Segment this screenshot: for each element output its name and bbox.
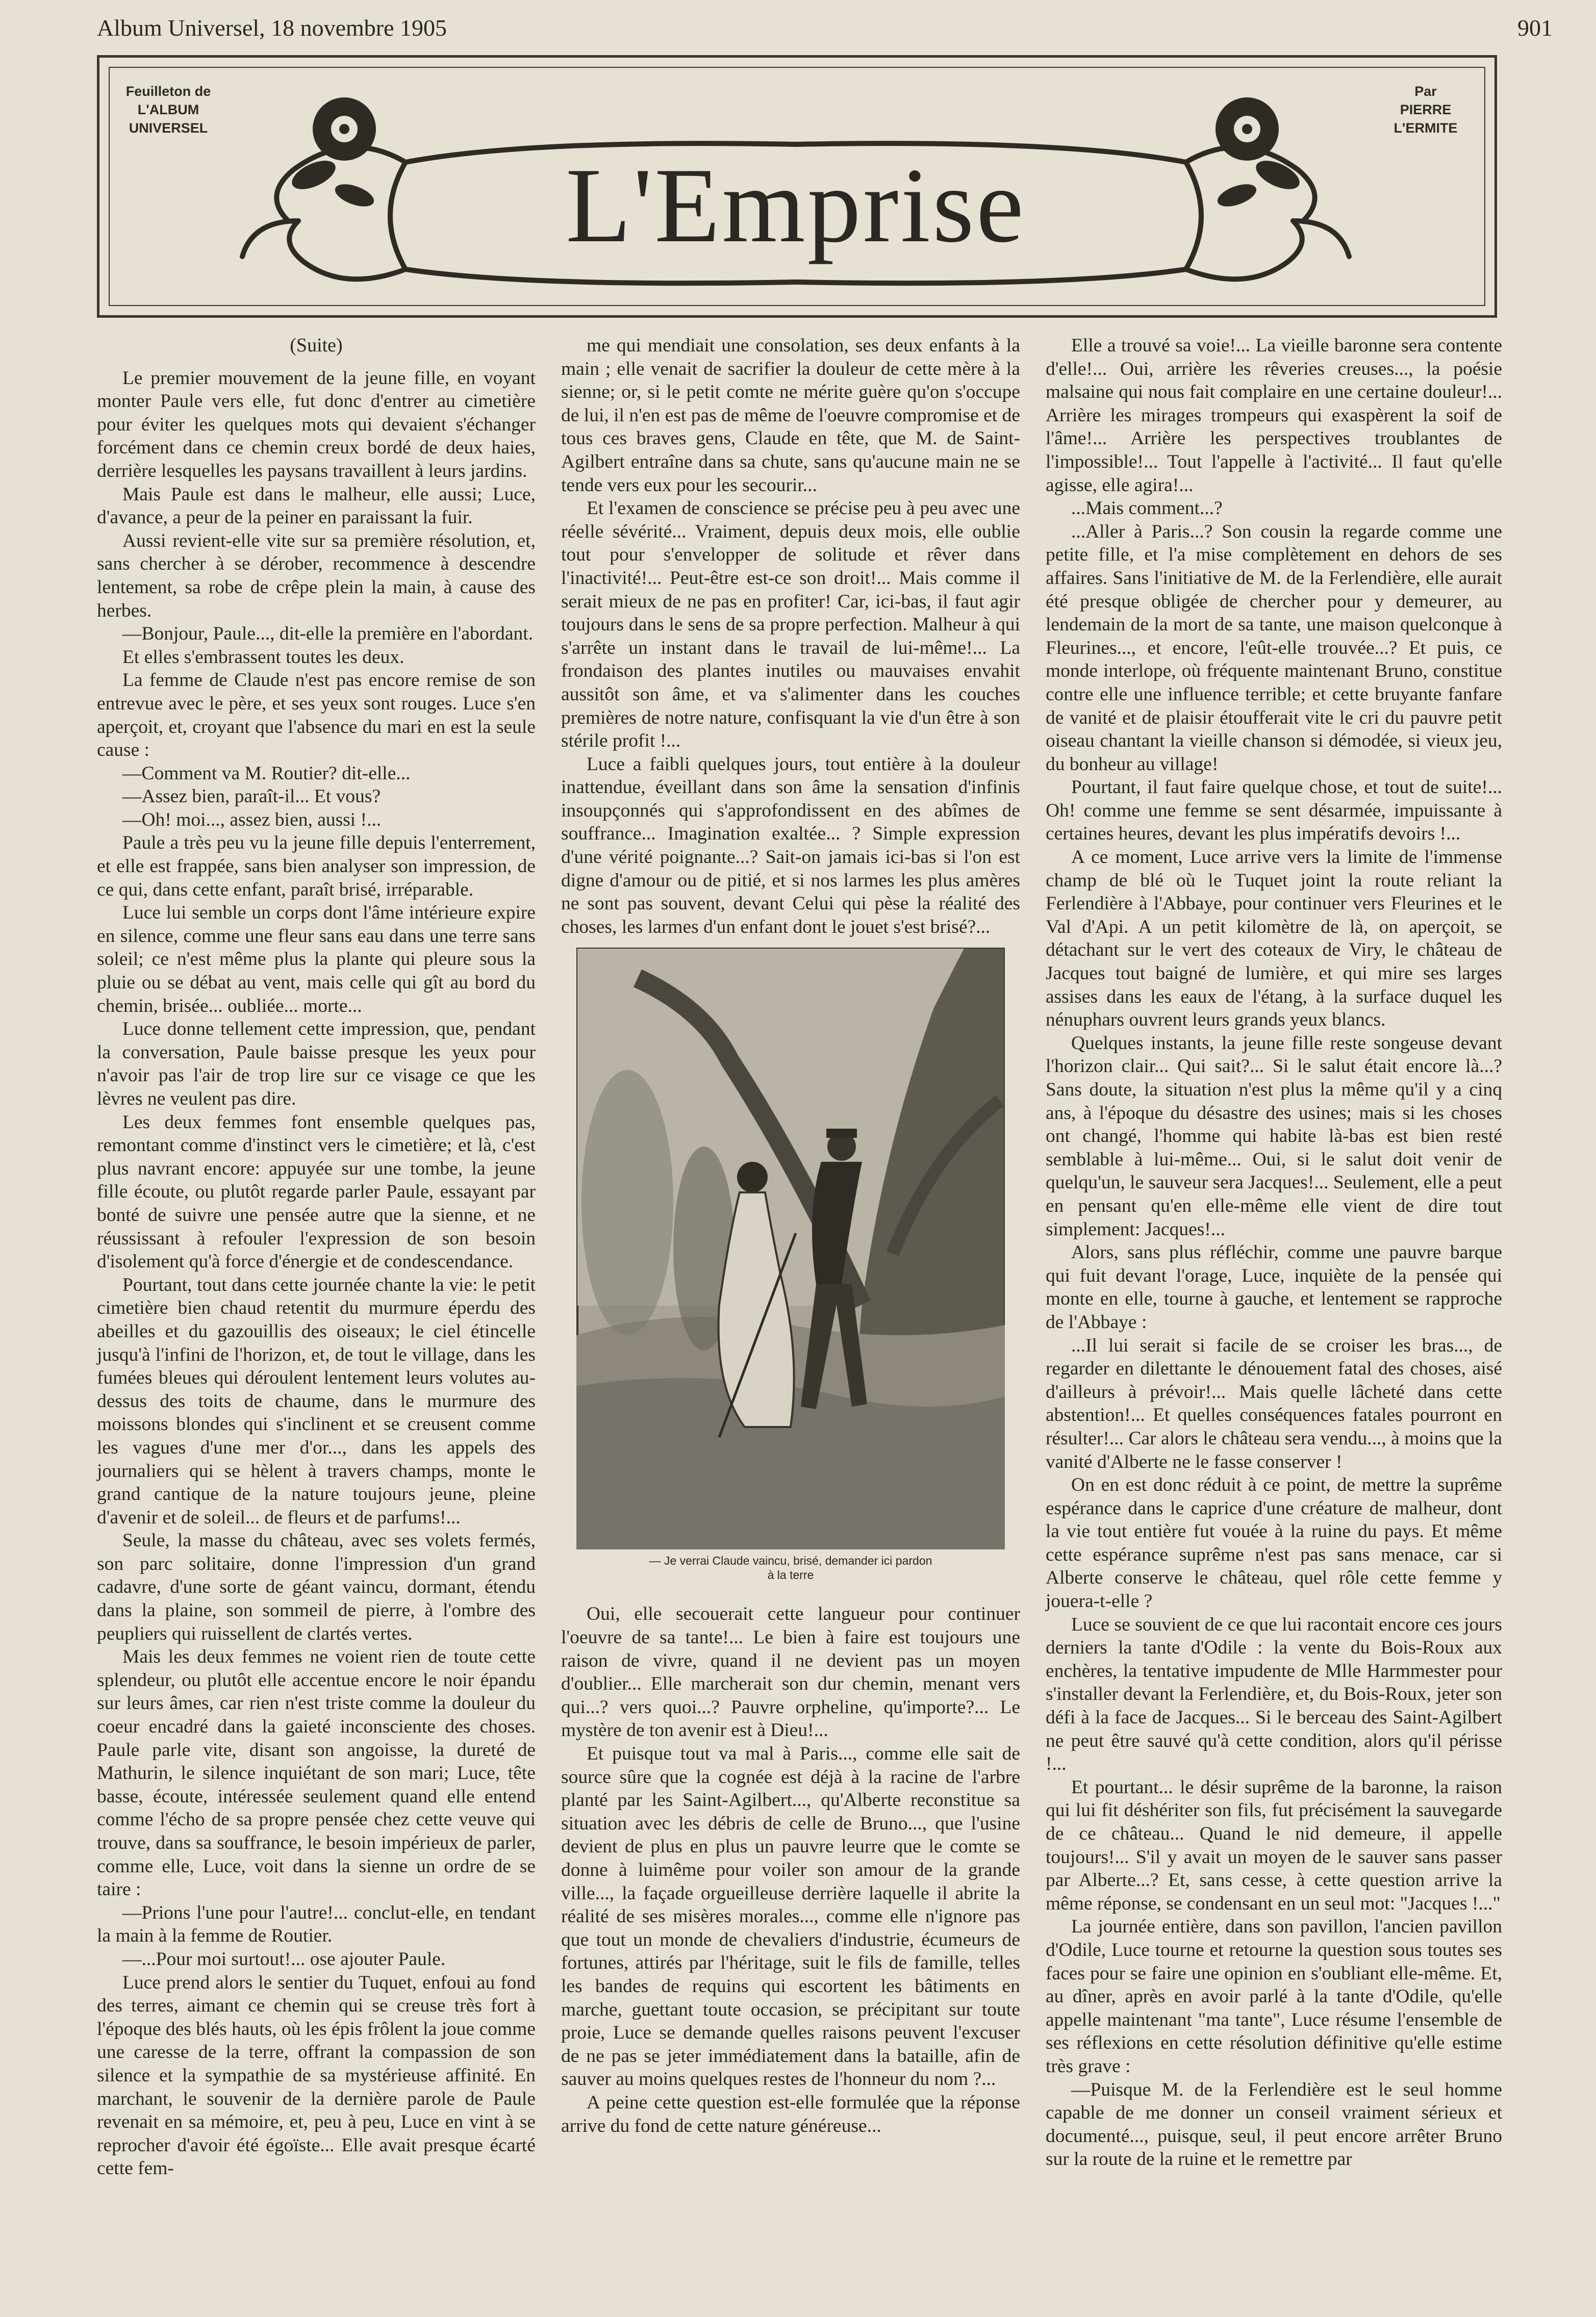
paragraph: Alors, sans plus réfléchir, comme une pauvre barque qui fuit devant l'orage, Luce, inquiète de la pensée qui monte en elle, tourne à gauche, et lentement se rapproche de l'Abbaye : [1046, 1242, 1502, 1333]
paragraph: Et puisque tout va mal à Paris..., comme elle sait de source sûre que la cognée est déjà à la racine de l'arbre planté par les Saint-Agilbert..., qu'Alberte reconstitue sa situation avec les débris de celle de Bruno..., que l'usine devient de plus en plus un pauvre leurre que le comte se donne à luimême pour voiler son amour de la grande ville..., la façade orgueilleuse derrière laquelle il abrite la réalité de ses misères morales..., comme elle n'ignore pas que tout un monde de chevaliers d'industrie, écumeurs de fortunes, attirés par l'héritage, suit le fils de famille, telles les bandes de requins qui escortent les bâtiments en marche, guettant toute occasion, se précipitant sur toute proie, Luce se demande quelles raisons peuvent l'excuser de ne pas se jeter immédiatement dans la bataille, afin de sauver au moins quelques restes de l'honneur du nom ?... [561, 1743, 1020, 2090]
paragraph: Luce prend alors le sentier du Tuquet, enfoui au fond des terres, aimant ce chemin qui se creuse très fort à l'époque des blés hauts, où les épis frôlent la joue comme une caresse de la terre, offrant la compassion de son silence et la sympathie de sa mystérieuse affinité. En marchant, le souvenir de la dernière parole de Paule revenait en sa mémoire, et, peu à peu, Luce en vint à se reprocher d'avoir été égoïste... Elle avait presque écarté cette fem- [97, 1972, 536, 2179]
paragraph: Quelques instants, la jeune fille reste songeuse devant l'horizon clair... Qui sait?... Si le salut était encore là...? Sans doute, la situation n'est plus la même qu'il y a cinq ans, à l'époque du désastre des usines; mais si les choses ont changé, l'homme qui habite là-bas est bien resté semblable à lui-même... Oui, si le salut doit venir de quelqu'un, le sauveur sera Jacques!... Seulement, elle a peut en pensant qu'en elle-même elle vient de dire tout simplement: Jacques!... [1046, 1032, 1502, 1240]
feuilleton-line: Feuilleton de [125, 84, 211, 99]
text-column-1 [97, 334, 536, 2303]
column-2-top-text [561, 334, 1020, 938]
paragraph: Seule, la masse du château, avec ses volets fermés, son parc solitaire, donne l'impression d'un grand cadavre, d'une sorte de géant vaincu, dormant, étendu dans la plaine, son sommeil de pierre, à l'ombre des peupliers qui ruissellent de clartés vertes. [97, 1530, 536, 1644]
paragraph: Luce a faibli quelques jours, tout entière à la douleur inattendue, éveillant dans son âme la sensation d'infinis insoupçonnés qui s'approfondissent en des abîmes de souffrance... Imagination exaltée... ? Simple expression d'une vérité poignante...? Sait-on jamais ici-bas si l'on est digne d'amour ou de pitié, et si nos larmes les plus amères ne sont pas souvent, devant Celui qui pèse la réalité des choses, les larmes d'un enfant dont le jouet s'est brisé?... [561, 753, 1020, 937]
running-header: Album Universel, 18 novembre 1905 [97, 15, 447, 41]
paragraph: —Bonjour, Paule..., dit-elle la première en l'abordant. [122, 623, 534, 645]
suite-label: (Suite) [290, 335, 343, 356]
paragraph: On en est donc réduit à ce point, de mettre la suprême espérance dans le caprice d'une créature de malheur, dont la vie tout entière fut vouée à la ruine du pays. Et même cette espérance suprême n'est pas sans menace, car si Alberte conserve le château, quel rôle cette femme y jouera-t-elle ? [1046, 1474, 1502, 1612]
paragraph: Et pourtant... le désir suprême de la baronne, la raison qui lui fit déshériter son fils, fut précisément la sauvegarde de ce château... Quand le nid demeure, il appelle toujours!... S'il y avait un moyen de le sauver sans passer par Alberte...? Et, sans cesse, à cette question arrive la même réponse, se condensant en un seul mot: "Jacques !..." [1046, 1776, 1502, 1914]
column-2-bottom-text [561, 1602, 1020, 2137]
masthead [97, 55, 1497, 318]
paragraph: —Oh! moi..., assez bien, aussi !... [122, 809, 382, 830]
paragraph: Paule a très peu vu la jeune fille depuis l'enterrement, et elle est frappée, sans bien analyser son impression, de ce qui, dans cette enfant, paraît brisé, irréparable. [97, 832, 536, 900]
caption-line: — Je verrai Claude vaincu, brisé, demander ici pardon [649, 1554, 932, 1568]
author-box [1372, 82, 1479, 137]
title-ornament [222, 68, 1370, 308]
feuilleton-line: L'ALBUM [137, 102, 199, 117]
serial-title: L'Emprise [566, 146, 1026, 265]
text-column-2 [561, 334, 1020, 2303]
author-line: Par [1414, 84, 1437, 99]
page-number: 901 [1517, 15, 1553, 41]
text-column-3 [1046, 334, 1502, 2303]
paragraph: Pourtant, tout dans cette journée chante la vie: le petit cimetière bien chaud retentit du murmure éperdu des abeilles et du gazouillis des oiseaux; le ciel étincelle jusqu'à l'infini de l'horizon, et, de tout le village, dans les fumées bleues qui déroulent lentement leurs volutes au-dessus des toits de chaume, dans le murmure des moissons blondes qui s'inclinent et se creusent comme les vagues d'une mer d'or..., dans les appels des journaliers qui se hèlent à travers champs, monte le grand cantique de la nature toujours jeune, pleine d'avenir et de soleil... de fleurs et de parfums!... [97, 1274, 536, 1528]
paragraph: ...Il lui serait si facile de se croiser les bras..., de regarder en dilettante le dénouement fatal des choses, aisé d'ailleurs à prévoir!... Mais quelle lâcheté dans cette abstention!... Et quelles conséquences fatales pourront en résulter!... Car alors le château sera vendu..., à moins que la vanité d'Alberte ne le fasse conserver ! [1046, 1335, 1502, 1472]
paragraph: La journée entière, dans son pavillon, l'ancien pavillon d'Odile, Luce tourne et retourne la question sous toutes ses faces pour se faire une opinion en s'oubliant elle-même. Et, au dîner, après en avoir parlé à la tante d'Odile, qu'elle appelle maintenant "ma tante", Luce résume l'ensemble de ses réflexions en cette résolution définitive qu'elle estime très grave : [1046, 1916, 1502, 2077]
paragraph: —...Pour moi surtout!... ose ajouter Paule. [122, 1948, 446, 1970]
paragraph: Pourtant, il faut faire quelque chose, et tout de suite!... Oh! comme une femme se sent désarmée, impuissante à certaines heures, devant les plus impératifs devoirs !... [1046, 777, 1502, 845]
paragraph: ...Aller à Paris...? Son cousin la regarde comme une petite fille, et l'a mise complètement en dehors de ses affaires. Sans l'initiative de M. de la Ferlendière, elle aurait été presque obligée de chercher pour y demeurer, au lendemain de la mort de sa tante, une maison quelconque à Fleurines..., et encore, l'eût-elle trouvée...? Et puis, ce monde interlope, où fréquente maintenant Bruno, constitue contre elle une influence terrible; et cette bruyante fanfare de vanité et de plaisir étoufferait vite le cri du pauvre petit oiseau chantant la vieille chanson si démodée, si vieux jeu, du bonheur au village! [1046, 521, 1502, 775]
paragraph: Le premier mouvement de la jeune fille, en voyant monter Paule vers elle, fut donc d'entrer au cimetière pour éviter les quelques mots qui devaient s'échanger forcément dans ce chemin creux bordé de deux haies, derrière lesquelles les paysans travaillent à leurs jardins. [97, 367, 536, 481]
paragraph: Aussi revient-elle vite sur sa première résolution, et, sans chercher à se dérober, recommence à descendre lentement, sa robe de crêpe plein la main, à cause des herbes. [97, 530, 536, 621]
paragraph: Luce se souvient de ce que lui racontait encore ces jours derniers la tante d'Odile : la vente du Bois-Roux aux enchères, la tentative impudente de Mlle Harmmester pour s'installer devant la Ferlendière, et, du Bois-Roux, jeter son défi à la face de Jacques... Si le berceau des Saint-Agilbert ne peut être sauvé qu'à cette condition, alors qu'il périsse !... [1046, 1614, 1502, 1775]
paragraph: Luce lui semble un corps dont l'âme intérieure expire en silence, comme une fleur sans eau dans une terre sans soleil; ce n'est même plus la plante qui pleure sous la pluie ou se débat au vent, mais celle qui gît au bord du chemin, brisée... oubliée... morte... [97, 902, 536, 1016]
paragraph: —Comment va M. Routier? dit-elle... [122, 762, 411, 784]
feuilleton-box [115, 82, 222, 137]
illustration-caption [561, 1554, 1020, 1582]
author-line: L'ERMITE [1394, 120, 1458, 136]
paragraph: ...Mais comment...? [1071, 498, 1223, 519]
caption-line: à la terre [767, 1568, 814, 1582]
paragraph: Les deux femmes font ensemble quelques pas, remontant comme d'instinct vers le cimetière; et là, c'est plus navrant encore: appuyée sur une tombe, la jeune fille écoute, ou plutôt regarde parler Paule, essayant par bonté de suivre une pensée autre que la sienne, et ne réussissant à refouler l'expression de son besoin d'isolement qu'à force d'énergie et de condescendance. [97, 1111, 536, 1272]
paragraph: Et l'examen de conscience se précise peu à peu avec une réelle sévérité... Vraiment, depuis deux mois, elle oublie tout pour s'envelopper de solitude et rêver dans l'inactivité!... Peut-être est-ce son droit!... Mais comme il serait mieux de ne pas en profiter! Car, ici-bas, il faut agir toujours dans le sens de sa propre perfection. Malheur à qui s'arrête un instant dans le travail de lui-même!... La frondaison des plantes inutiles ou mauvaises envahit aussitôt son âme, et va s'alimenter dans les couches premières de notre nature, confisquant la vie d'un être à son stérile profit !... [561, 498, 1020, 752]
paragraph: —Assez bien, paraît-il... Et vous? [122, 786, 381, 807]
feuilleton-line: UNIVERSEL [129, 120, 208, 136]
paragraph: Mais Paule est dans le malheur, elle aussi; Luce, d'avance, a peur de la peiner en paraissant la fuir. [97, 483, 536, 528]
engraving-illustration [576, 948, 1005, 1549]
paragraph: Et elles s'embrassent toutes les deux. [122, 646, 404, 668]
author-line: PIERRE [1400, 102, 1452, 117]
paragraph: me qui mendiait une consolation, ses deux enfants à la main ; elle venait de sacrifier la douleur de cette mère à la sienne; or, si le petit comte ne mérite guère qu'on s'occupe de lui, il n'en est pas de même de l'oeuvre compromise et de tous ces braves gens, Claude en tête, que M. de Saint-Agilbert entraîne dans sa chute, sans qu'aucune main ne se tende vers eux pour les secourir... [561, 335, 1020, 496]
paragraph: Oui, elle secouerait cette langueur pour continuer l'oeuvre de sa tante!... Le bien à faire est toujours une raison de vivre, quand il ne devient pas un moyen d'oublier... Elle marcherait son dur chemin, menant vers qui...? vers quoi...? Pauvre orpheline, qu'importe?... Le mystère de ton avenir est à Dieu!... [561, 1603, 1020, 1741]
paragraph: A peine cette question est-elle formulée que la réponse arrive du fond de cette nature généreuse... [561, 2092, 1020, 2136]
paragraph: Luce donne tellement cette impression, que, pendant la conversation, Paule baisse presque les yeux pour n'avoir pas l'air de trop lire sur ce visage ce que les lèvres ne veulent pas dire. [97, 1019, 536, 1109]
paragraph: Mais les deux femmes ne voient rien de toute cette splendeur, ou plutôt elle accentue encore le noir épandu sur leurs âmes, car rien n'est triste comme la douleur du coeur encadré dans la gaieté inconsciente des choses. Paule parle vite, disant son angoisse, la dureté de Mathurin, le silence inquiétant de son mari; Luce, tête basse, écoute, intéressée seulement quand elle entend comme l'écho de sa propre pensée chez cette veuve qui trouve, dans sa souffrance, le besoin impérieux de parler, comme elle, Luce, voit dans la sienne un ordre de se taire : [97, 1646, 536, 1900]
paragraph: A ce moment, Luce arrive vers la limite de l'immense champ de blé où le Tuquet joint la route reliant la Ferlendière à l'Abbaye, pour continuer vers Fleurines et le Val d'Api. A un petit kilomètre de là, on aperçoit, se détachant sur le vert des coteaux de Viry, le château de Jacques tout baigné de lumière, et qui mire ses larges assises dans les eaux de l'étang, à la surface duquel les nénuphars ouvrent leurs grands yeux blancs. [1046, 847, 1502, 1031]
paragraph: —Puisque M. de la Ferlendière est le seul homme capable de me donner un conseil vraiment sérieux et documenté..., puisque, seul, il peut encore arrêter Bruno sur la route de la ruine et le remettre par [1046, 2079, 1502, 2170]
paragraph: La femme de Claude n'est pas encore remise de son entrevue avec le père, et ses yeux sont rouges. Luce s'en aperçoit, et, croyant que l'absence du mari en est la seule cause : [97, 670, 536, 761]
paragraph: —Prions l'une pour l'autre!... conclut-elle, en tendant la main à la femme de Routier. [97, 1902, 536, 1947]
paragraph: Elle a trouvé sa voie!... La vieille baronne sera contente d'elle!... Oui, arrière les rêveries creuses..., la poésie malsaine qui nous fait complaire en une certaine douleur!... Arrière les mirages trompeurs qui exaspèrent la soif de l'âme!... Arrière les perspectives troublantes de l'impossible!... Tout l'appelle à l'activité... Il faut qu'elle agisse, elle agira!... [1046, 335, 1502, 496]
